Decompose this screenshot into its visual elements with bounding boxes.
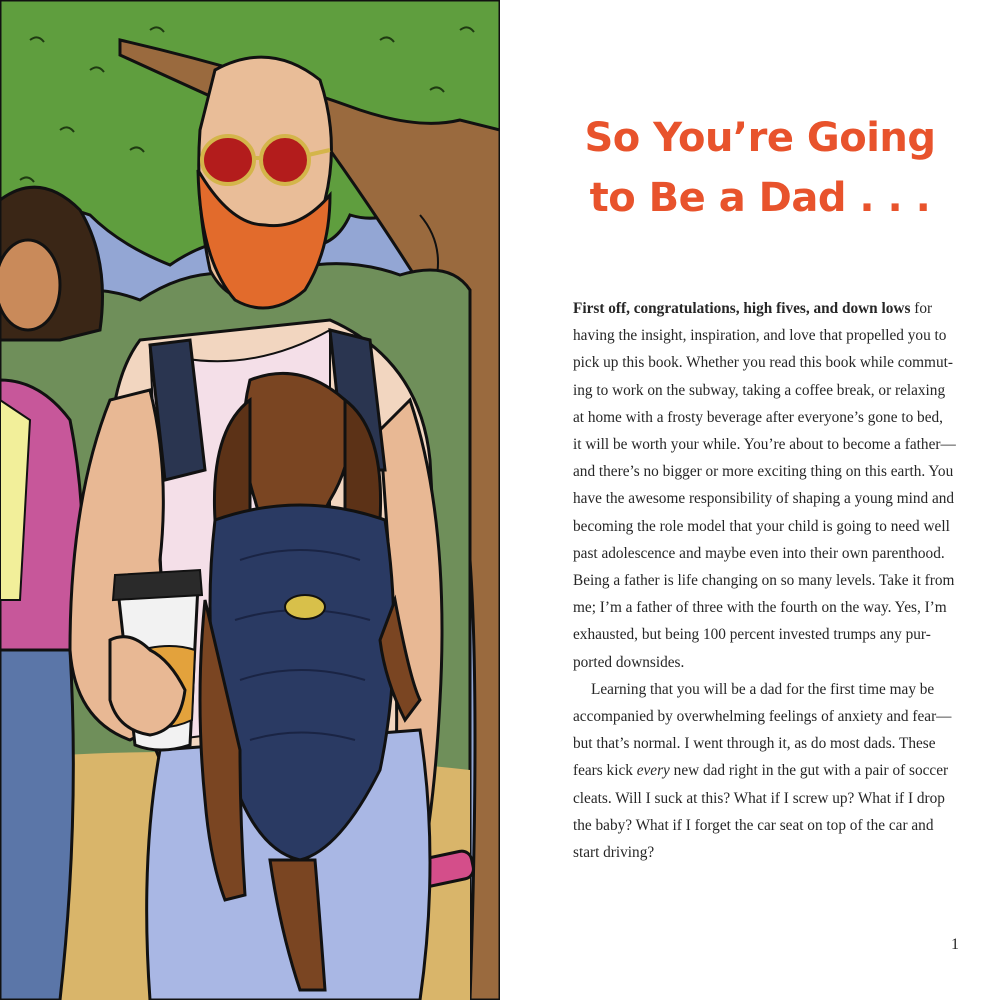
body-line: and there’s no bigger or more exciting thing on this earth. You [573, 463, 954, 481]
body-line: exhausted, but being 100 percent invested trumps any pur- [573, 626, 931, 644]
body-line: ported downsides. [573, 653, 685, 671]
body-text [573, 295, 973, 866]
body-line: Being a father is life changing on so many levels. Take it from [573, 572, 955, 590]
paragraph-2-line-1: Learning that you will be a dad for the first time may be [591, 680, 935, 698]
fears-pre: fears kick [573, 762, 637, 780]
body-line: pick up this book. Whether you read this book while commut- [573, 354, 953, 372]
body-line: becoming the role model that your child is going to need well [573, 517, 950, 535]
emphasis-every: every [636, 762, 670, 780]
paragraph-1-line-1 [573, 295, 973, 322]
body-line: it will be worth your while. You’re about to become a father— [573, 436, 956, 454]
lead-in-bold: First off, congratulations, high fives, and down lows [573, 300, 911, 317]
body-line: past adolescence and maybe even into their own parenthood. [573, 544, 945, 562]
body-line: but that’s normal. I went through it, as do most dads. These [573, 735, 936, 753]
body-line: the baby? What if I forget the car seat on top of the car and [573, 816, 934, 834]
chapter-title [540, 108, 980, 228]
body-line: at home with a frosty beverage after everyone’s gone to bed, [573, 408, 943, 426]
body-line: start driving? [573, 844, 655, 862]
body-line: me; I’m a father of three with the fourth on the way. Yes, I’m [573, 599, 947, 617]
fears-post: new dad right in the gut with a pair of soccer [669, 762, 949, 780]
body-line: ing to work on the subway, taking a coffee break, or relaxing [573, 381, 946, 399]
page-number: 1 [951, 936, 959, 953]
body-line: cleats. Will I suck at this? What if I screw up? What if I drop [573, 789, 945, 807]
body-line-with-emphasis [573, 757, 973, 784]
lead-in-tail: for [910, 300, 933, 317]
text-page [500, 0, 1000, 1000]
chapter-title-line-1: So You’re Going [584, 115, 936, 161]
chapter-title-line-2: to Be a Dad . . . [589, 175, 931, 221]
body-line: accompanied by overwhelming feelings of anxiety and fear— [573, 708, 952, 726]
body-line: having the insight, inspiration, and love that propelled you to [573, 327, 947, 345]
body-line: have the awesome responsibility of shaping a young mind and [573, 490, 955, 508]
